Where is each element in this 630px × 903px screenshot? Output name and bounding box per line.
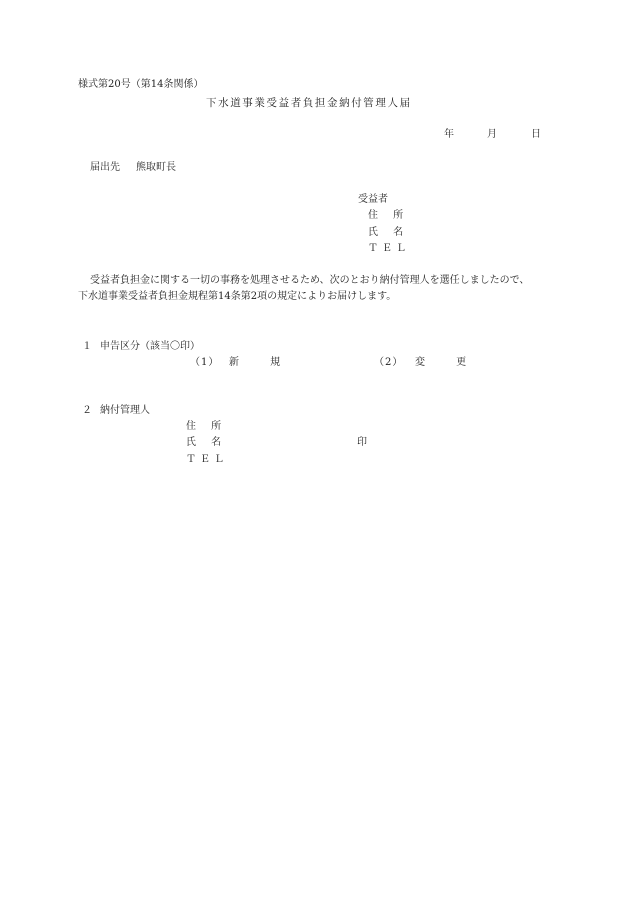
document-title: 下水道事業受益者負担金納付管理人届 [206, 97, 412, 109]
agent-tel-label: ＴＥＬ [186, 454, 228, 465]
recipient-label: 届出先 [90, 162, 120, 173]
body-text-line-2: 下水道事業受益者負担金規程第14条第2項の規定によりお届けします。 [78, 291, 397, 302]
form-number: 様式第20号（第14条関係） [78, 79, 204, 90]
beneficiary-tel-label: ＴＥＬ [368, 243, 410, 254]
beneficiary-title: 受益者 [358, 194, 388, 205]
option-new-number: （1） [190, 357, 220, 368]
section-2-label: 納付管理人 [100, 405, 150, 416]
agent-seal-label: 印 [357, 437, 367, 448]
section-1-number: １ [82, 341, 92, 352]
date-day-label: 日 [531, 129, 541, 140]
section-1-label: 申告区分（該当〇印） [100, 341, 200, 352]
date-month-label: 月 [487, 129, 497, 140]
option-new-label: 新 規 [229, 357, 295, 368]
section-2-number: ２ [82, 405, 92, 416]
beneficiary-address-label: 住 所 [368, 210, 410, 221]
option-change-label: 変 更 [415, 357, 481, 368]
body-text-line-1: 受益者負担金に関する一切の事務を処理させるため、次のとおり納付管理人を選任しましたので、 [90, 275, 530, 286]
beneficiary-name-label: 氏 名 [368, 227, 410, 238]
date-year-label: 年 [444, 129, 454, 140]
recipient-name: 熊取町長 [136, 162, 176, 173]
option-change-number: （2） [374, 357, 404, 368]
agent-name-label: 氏 名 [186, 437, 228, 448]
agent-address-label: 住 所 [186, 421, 228, 432]
